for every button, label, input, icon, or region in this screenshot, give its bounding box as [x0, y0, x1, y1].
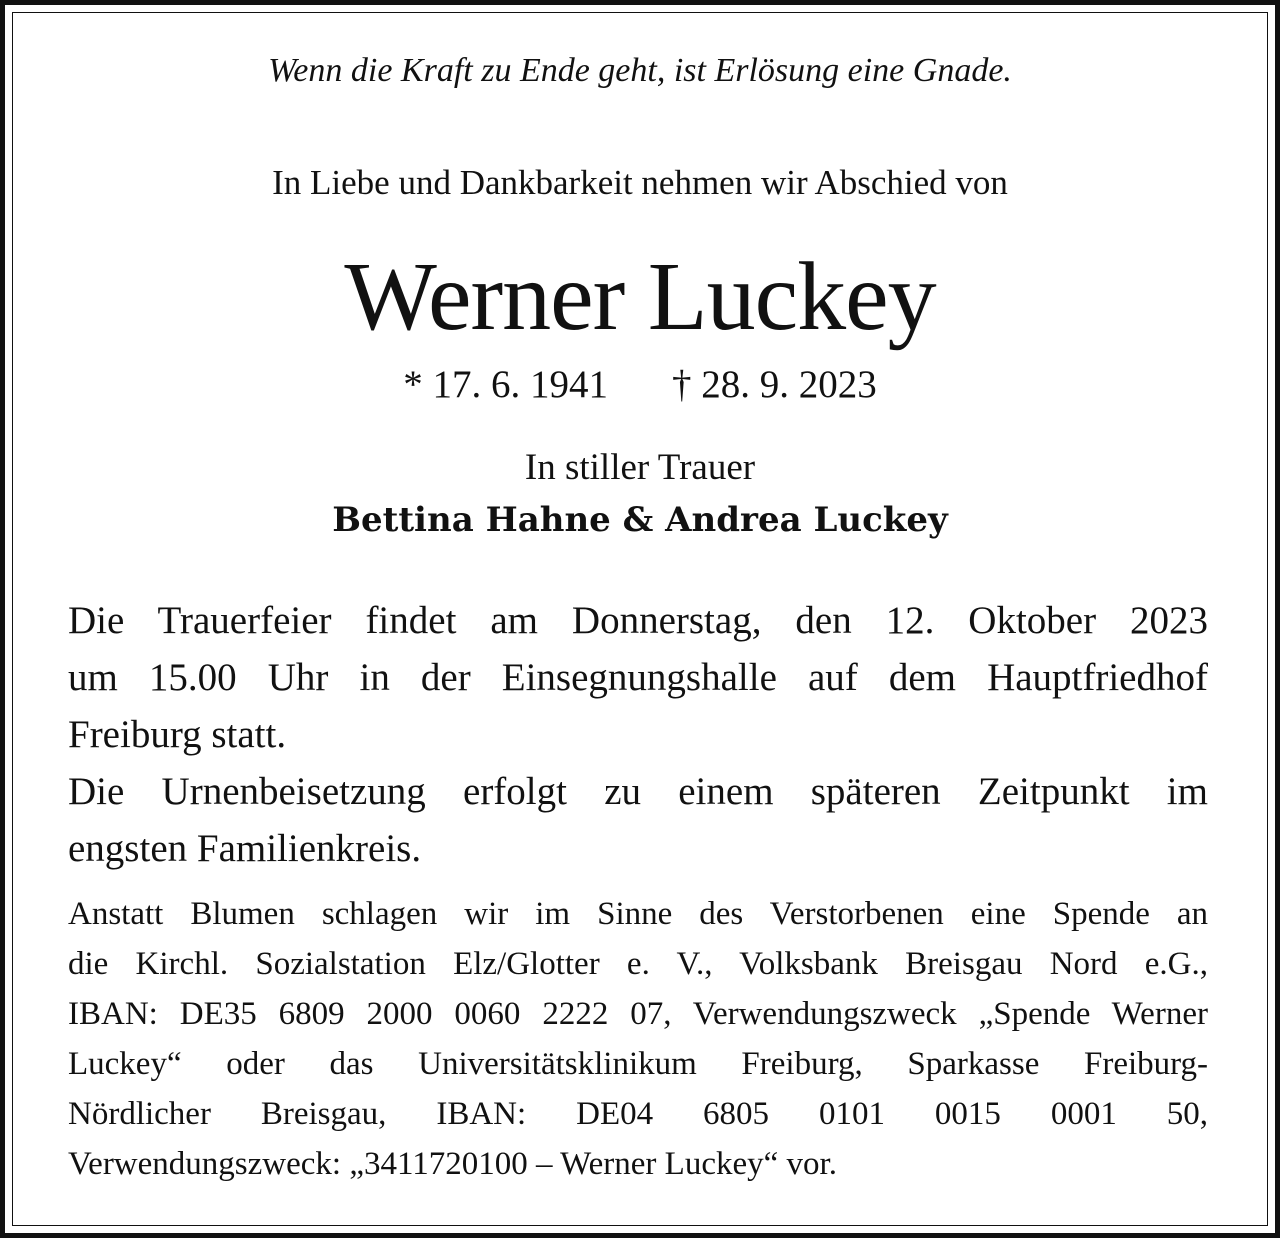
motto: Wenn die Kraft zu Ende geht, ist Erlösung eine Gnade.: [268, 52, 1012, 89]
burial-paragraph: [68, 763, 1208, 877]
mourning-label: In stiller Trauer: [524, 447, 756, 488]
ceremony-line: um 15.00 Uhr in der Einsegnungshalle auf dem Hauptfriedhof: [68, 656, 1208, 699]
donation-line: Luckey“ oder das Universitätsklinikum Freiburg, Sparkasse Freiburg-: [68, 1046, 1209, 1082]
donation-line: Anstatt Blumen schlagen wir im Sinne des Verstorbenen eine Spende an: [68, 896, 1209, 932]
mourners: Bettina Hahne & Andrea Luckey: [332, 500, 948, 540]
donation-line: die Kirchl. Sozialstation Elz/Glotter e. V., Volksbank Breisgau Nord e.G.,: [68, 946, 1208, 982]
intro-text: In Liebe und Dankbarkeit nehmen wir Abschied von: [272, 163, 1008, 202]
ceremony-paragraph: [68, 592, 1208, 763]
life-dates: [0, 362, 1280, 407]
donation-line: Nördlicher Breisgau, IBAN: DE04 6805 0101 0015 0001 50,: [68, 1096, 1209, 1132]
ceremony-line: Die Trauerfeier findet am Donnerstag, den 12. Oktober 2023: [68, 599, 1209, 642]
burial-line: Die Urnenbeisetzung erfolgt zu einem späteren Zeitpunkt im: [68, 770, 1208, 813]
death-date: † 28. 9. 2023: [672, 363, 877, 406]
donation-paragraph: [68, 889, 1208, 1189]
birth-date: * 17. 6. 1941: [403, 363, 608, 406]
burial-line: engsten Familienkreis.: [68, 827, 422, 870]
donation-line: Verwendungszweck: „3411720100 – Werner Luckey“ vor.: [68, 1146, 837, 1182]
deceased-name: Werner Luckey: [344, 243, 936, 351]
ceremony-line: Freiburg statt.: [68, 713, 287, 756]
donation-line: IBAN: DE35 6809 2000 0060 2222 07, Verwendungszweck „Spende Werner: [68, 996, 1208, 1032]
